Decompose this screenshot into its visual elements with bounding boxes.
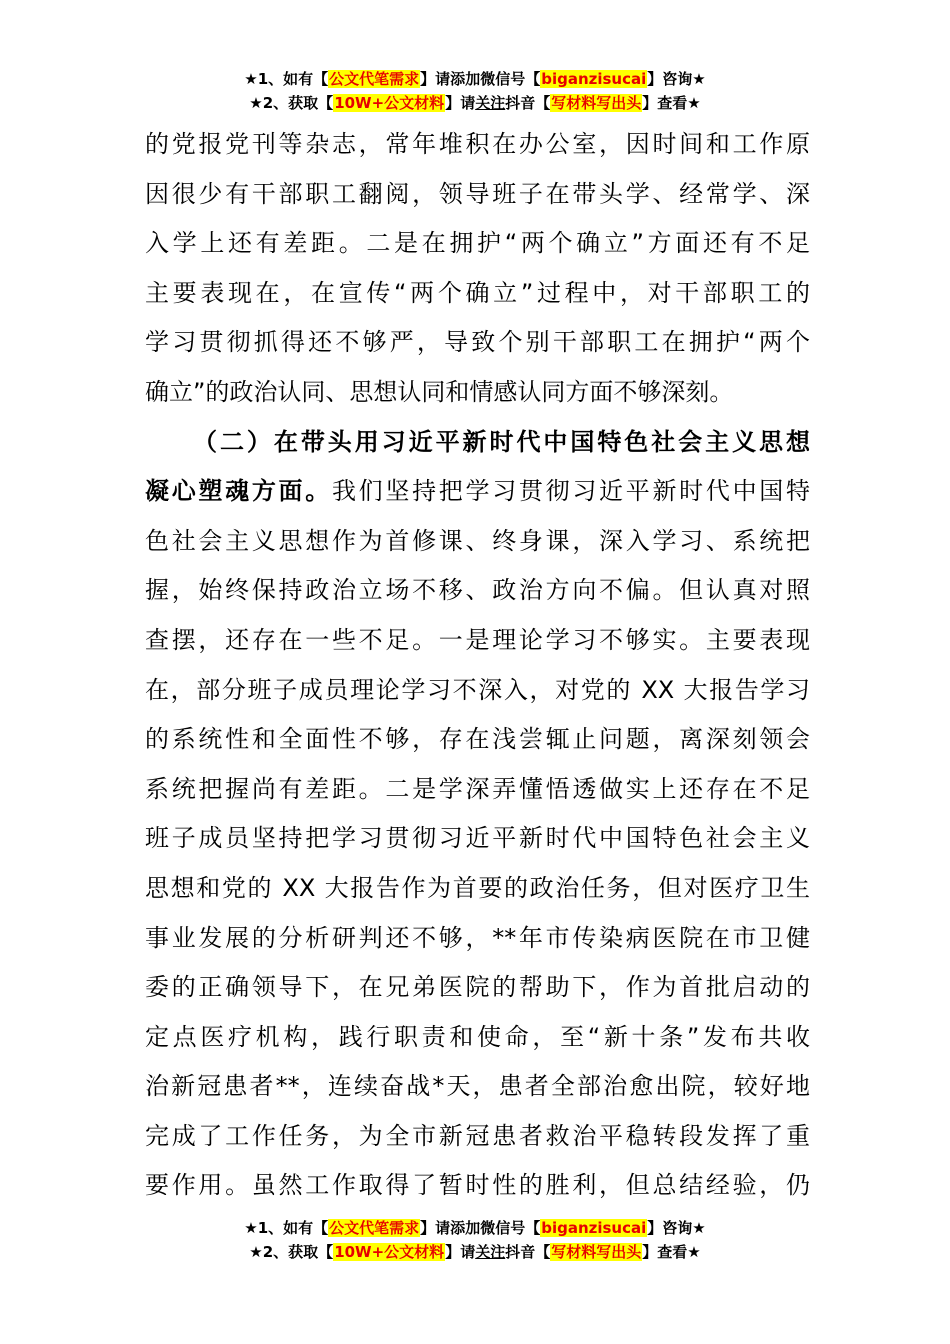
banner-text: 】查看★ — [642, 1243, 701, 1261]
body-line: 确立”的政治认同、思想认同和情感认同方面不够深刻。 — [145, 377, 734, 406]
body-line: 事业发展的分析研判还不够，**年市传染病医院在市卫健 — [145, 923, 810, 952]
banner-text: 】请 — [445, 1243, 476, 1261]
banner-text: 关注 — [475, 94, 506, 112]
body-line: 入学上还有差距。二是在拥护“两个确立”方面还有不足 — [145, 229, 810, 258]
banner-text: 抖音【 — [505, 1243, 551, 1261]
body-line: 握，始终保持政治立场不移、政治方向不偏。但认真对照 — [145, 576, 810, 605]
body-line: 思想和党的 XX 大报告作为首要的政治任务，但对医疗卫生 — [145, 873, 810, 902]
body-line: 要作用。虽然工作取得了暂时性的胜利，但总结经验，仍 — [145, 1171, 810, 1200]
highlight-wechat-id: biganzisucai — [541, 1219, 647, 1237]
banner-text: 1、如有【 — [257, 70, 329, 88]
body-line: 的党报党刊等杂志，常年堆积在办公室，因时间和工作原 — [145, 130, 810, 158]
body-line: 学习贯彻抓得还不够严，导致个别干部职工在拥护“两个 — [145, 328, 810, 357]
banner-text: 1、如有【 — [257, 1219, 329, 1237]
banner-text: 2、获取【 — [262, 1243, 334, 1261]
document-body — [145, 120, 810, 1211]
banner-text: 】咨询★ — [647, 1219, 706, 1237]
footer-banner — [0, 1217, 950, 1265]
banner-text: 微信号【 — [480, 1219, 541, 1237]
header-banner — [0, 68, 950, 116]
highlight-materials: 10W+公文材料 — [334, 1243, 445, 1261]
star-icon: ★ — [249, 1243, 263, 1261]
body-line: 委的正确领导下，在兄弟医院的帮助下，作为首批启动的 — [145, 973, 810, 1002]
banner-line-1 — [0, 68, 950, 92]
body-line: 定点医疗机构，践行职责和使命，至“新十条”发布共收 — [145, 1022, 810, 1051]
highlight-wechat-id: biganzisucai — [541, 70, 647, 88]
banner-text: 】咨询★ — [647, 70, 706, 88]
body-line: 班子成员坚持把学习贯彻习近平新时代中国特色社会主义 — [145, 824, 810, 853]
body-line-text: 我们坚持把学习贯彻习近平新时代中国特 — [331, 477, 810, 506]
body-line: 治新冠患者**，连续奋战*天，患者全部治愈出院，较好地 — [145, 1072, 810, 1101]
banner-text: 】请添 — [420, 1219, 466, 1237]
banner-text: 微信号【 — [480, 70, 541, 88]
highlight-service: 公文代笔需求 — [329, 70, 420, 88]
banner-text: 】请 — [445, 94, 476, 112]
banner-line-2 — [0, 1241, 950, 1265]
banner-text: 2、获取【 — [262, 94, 334, 112]
banner-text: 加 — [465, 1219, 481, 1237]
body-line — [145, 467, 810, 517]
banner-text: 抖音【 — [505, 94, 551, 112]
banner-text: 】请添 — [420, 70, 466, 88]
body-line: 系统把握尚有差距。二是学深弄懂悟透做实上还存在不足 — [145, 774, 810, 803]
section-heading-continued: 凝心塑魂方面。 — [145, 477, 332, 506]
body-line: 查摆，还存在一些不足。一是理论学习不够实。主要表现 — [145, 625, 810, 654]
section-heading: （二）在带头用习近平新时代中国特色社会主义思想 — [193, 427, 810, 456]
body-line: 主要表现在，在宣传“两个确立”过程中，对干部职工的 — [145, 278, 810, 307]
star-icon: ★ — [244, 1219, 258, 1237]
banner-line-2 — [0, 92, 950, 116]
body-line: 色社会主义思想作为首修课、终身课，深入学习、系统把 — [145, 526, 810, 555]
highlight-materials: 10W+公文材料 — [334, 94, 445, 112]
highlight-service: 公文代笔需求 — [329, 1219, 420, 1237]
highlight-douyin: 写材料写出头 — [551, 94, 642, 112]
banner-text: 】查看★ — [642, 94, 701, 112]
banner-line-1 — [0, 1217, 950, 1241]
star-icon: ★ — [249, 94, 263, 112]
body-line: 在，部分班子成员理论学习不深入，对党的 XX 大报告学习 — [145, 675, 810, 704]
banner-text: 关注 — [475, 1243, 506, 1261]
body-line: 完成了工作任务，为全市新冠患者救治平稳转段发挥了重 — [145, 1121, 810, 1150]
banner-text: 加 — [465, 70, 481, 88]
star-icon: ★ — [244, 70, 258, 88]
body-line: 的系统性和全面性不够，存在浅尝辄止问题，离深刻领会 — [145, 725, 810, 754]
body-line: 因很少有干部职工翻阅，领导班子在带头学、经常学、深 — [145, 179, 810, 208]
highlight-douyin: 写材料写出头 — [551, 1243, 642, 1261]
